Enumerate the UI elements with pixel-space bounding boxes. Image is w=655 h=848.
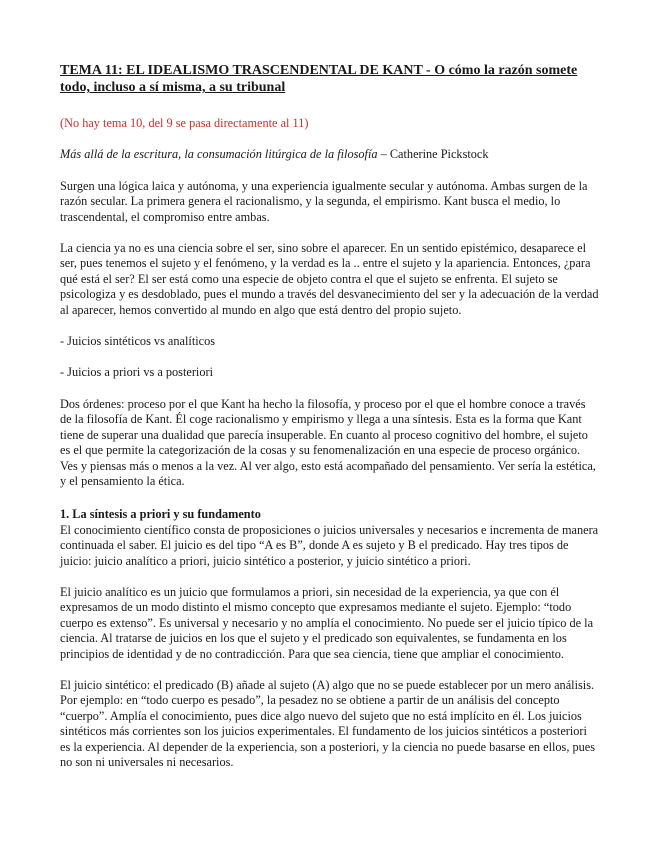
reference-work: Más allá de la escritura, la consumación litúrgica de la filosofía	[60, 147, 378, 162]
reference-separator: –	[377, 147, 390, 162]
reference-line	[60, 147, 600, 162]
section-paragraph-2: El juicio analítico es un juicio que formulamos a priori, sin necesidad de la experiencia, ya que con él expresamos de un modo distinto el mismo concepto que expresamos mediante el sujeto. Ejemplo: “todo cuerpo es extenso”. Es universal y necesario y no amplía el conocimiento. No puede ser el juicio típico de la ciencia. Al tratarse de juicios en los que el sujeto y el predicado son equivalentes, se fundamenta en los principios de identidad y de no contradicción. Para que sea ciencia, tiene que ampliar el conocimiento.	[60, 584, 594, 661]
document-page	[60, 62, 600, 786]
list-item-synthetic-analytic: - Juicios sintéticos vs analíticos	[60, 334, 216, 349]
list-item-apriori-aposteriori: - Juicios a priori vs a posteriori	[60, 365, 213, 380]
document-title: TEMA 11: EL IDEALISMO TRASCENDENTAL DE KANT - O cómo la razón somete todo, incluso a sí misma, a su tribunal	[60, 63, 578, 95]
section-heading: 1. La síntesis a priori y su fundamento	[60, 507, 261, 522]
section-paragraph-1: El conocimiento científico consta de proposiciones o juicios universales y necesarios e incrementa de manera continuada el saber. El juicio es del tipo “A es B”, donde A es sujeto y B el predicado. Hay tres tipos de juicio: juicio analítico a priori, juicio sintético a posterior, y juicio sintético a priori.	[60, 522, 599, 568]
section-paragraph-3: El juicio sintético: el predicado (B) añade al sujeto (A) algo que no se puede establecer por un mero análisis. Por ejemplo: en “todo cuerpo es pesado”, la pesadez no se obtiene a partir de un análisis del concepto “cuerpo”. Amplía el conocimiento, pues dice algo nuevo del sujeto que no está implícito en él. Los juicios sintéticos más corrientes son los juicios experimentales. El fundamento de los juicios sintéticos a posteriori es la experiencia. Al depender de la experiencia, son a posteriori, y la ciencia no puede basarse en ellos, pues no son ni universales ni necesarios.	[60, 677, 596, 769]
editorial-note: (No hay tema 10, del 9 se pasa directamente al 11)	[60, 116, 309, 130]
reference-author: Catherine Pickstock	[389, 147, 489, 162]
paragraph-2: La ciencia ya no es una ciencia sobre el ser, sino sobre el aparecer. En un sentido epistémico, desaparece el ser, pues tenemos el sujeto y el fenómeno, y la verdad es la .. entre el sujeto y la apariencia. Entonces, ¿para qué está el ser? El ser está como una especie de objeto contra el que el sujeto se enfrenta. El sujeto se psicologiza y es desdoblado, pues el mundo a través del desvanecimiento del ser y la adecuación de la verdad al aparecer, hemos convertido al mundo en algo que está dentro del propio sujeto.	[60, 241, 599, 317]
paragraph-1: Surgen una lógica laica y autónoma, y una experiencia igualmente secular y autónoma. Ambas surgen de la razón secular. La primera genera el racionalismo, y la segunda, el empirismo. Kant busca el medio, lo trascendental, el compromiso entre ambas.	[60, 178, 588, 224]
paragraph-3: Dos órdenes: proceso por el que Kant ha hecho la filosofía, y proceso por el que el hombre conoce a través de la filosofía de Kant. Él coge racionalismo y empirismo y llega a una síntesis. Esta es la forma que Kant tiene de superar una dualidad que parecía insuperable. En cuanto al proceso cognitivo del hombre, el sujeto es el que permite la categorización de la cosas y su fenomenalización en una especie de proceso orgánico. Ves y piensas más o menos a la vez. Al ver algo, esto está acompañado del pensamiento. Ver sería la estética, y el pensamiento la ética.	[60, 396, 596, 488]
